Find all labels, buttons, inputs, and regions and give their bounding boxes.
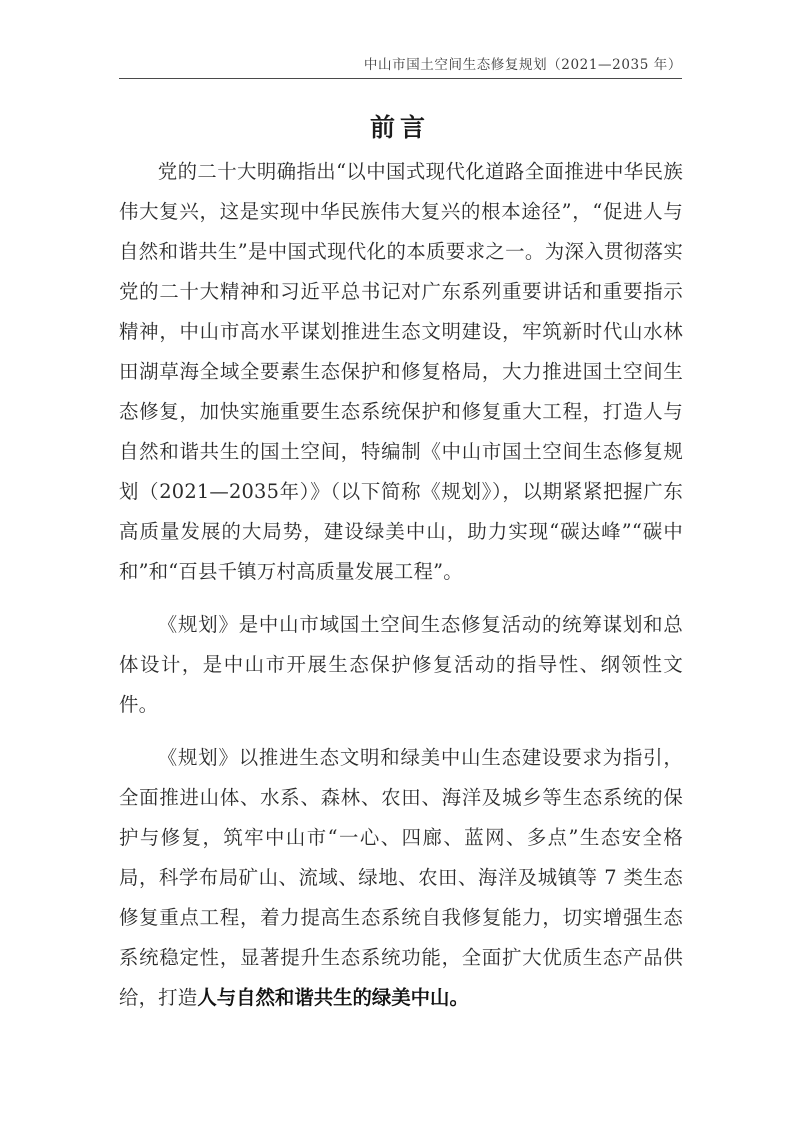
page-title: 前言 (369, 113, 430, 142)
paragraph-3 (119, 738, 683, 1018)
paragraph-2: 《规划》是中山市域国土空间生态修复活动的统筹谋划和总体设计，是中山市开展生态保护修复活动的指导性、纲领性文件。 (119, 613, 683, 716)
paragraph-1: 党的二十大明确指出“以中国式现代化道路全面推进中华民族伟大复兴，这是实现中华民族伟大复兴的根本途径”，“促进人与自然和谐共生”是中国式现代化的本质要求之一。为深入贯彻落实党的二十大精神和习近平总书记对广东系列重要讲话和重要指示精神，中山市高水平谋划推进生态文明建设，牢筑新时代山水林田湖草海全域全要素生态保护和修复格局，大力推进国土空间生态修复，加快实施重要生态系统保护和修复重大工程，打造人与自然和谐共生的国土空间，特编制《中山市国土空间生态修复规划（2021—2035年）》（以下简称《规划》），以期紧紧把握广东高质量发展的大局势，建设绿美中山，助力实现“碳达峰”“碳中和”和“百县千镇万村高质量发展工程”。 (119, 160, 683, 583)
body-content (119, 152, 683, 1018)
header-divider (119, 78, 682, 79)
paragraph-3-emphasis: 人与自然和谐共生的绿美中山。 (197, 986, 469, 1009)
running-header-title: 中山市国土空间生态修复规划（2021—2035 年） (363, 57, 682, 73)
running-header (119, 56, 682, 79)
paragraph-3-body: 《规划》以推进生态文明和绿美中山生态建设要求为指引，全面推进山体、水系、森林、农田、海洋及城乡等生态系统的保护与修复，筑牢中山市“一心、四廊、蓝网、多点”生态安全格局，科学布局矿山、流域、绿地、农田、海洋及城镇等 7 类生态修复重点工程，着力提高生态系统自我修复能力，切实增强生态系统稳定性，显著提升生态系统功能，全面扩大优质生态产品供给，打造 (119, 746, 683, 1009)
